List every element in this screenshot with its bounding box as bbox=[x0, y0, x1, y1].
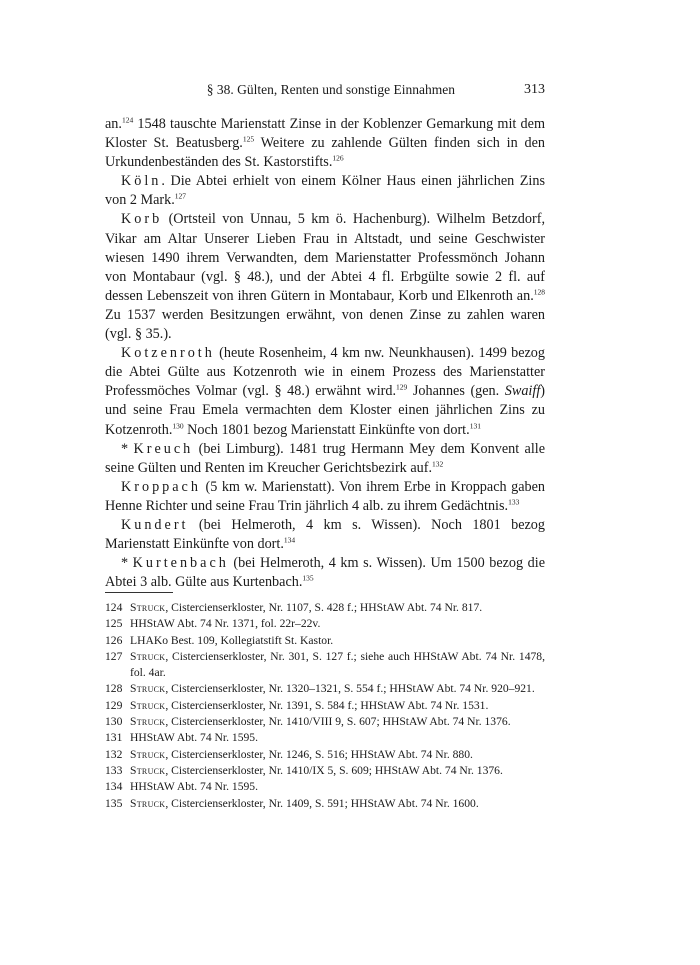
text-run: , Cistercienserkloster, Nr. 1391, S. 584 f.; HHStAW Abt. 74 Nr. 1531. bbox=[165, 698, 489, 712]
paragraph bbox=[105, 172, 545, 210]
author-name: Struck bbox=[130, 747, 166, 761]
footnote-reference: 134 bbox=[283, 535, 296, 545]
text-run: , Cistercienserkloster, Nr. 1409, S. 591; HHStAW Abt. 74 Nr. 1600. bbox=[165, 796, 479, 810]
footnote bbox=[105, 681, 545, 697]
place-name: Kreuch bbox=[133, 440, 194, 457]
author-name: Struck bbox=[130, 698, 166, 712]
footnote-reference: 124 bbox=[121, 115, 134, 125]
footnote-text bbox=[130, 714, 545, 730]
paragraph bbox=[105, 478, 545, 516]
footnote-number: 135 bbox=[105, 796, 123, 810]
footnote-reference: 130 bbox=[172, 420, 184, 430]
body-text bbox=[105, 115, 545, 592]
text-run: * bbox=[121, 555, 133, 572]
paragraph bbox=[105, 440, 545, 478]
text-run: (5 km w. Marienstatt). Von ihrem Erbe in Kroppach gaben Henne Richter und seine Frau Trin jährlich 4 alb. zu ihrem Gedächtnis. bbox=[105, 478, 545, 514]
text-run: ) und seine Frau Emela vermachten dem Kloster einen jährlichen Zins zu Kotzenroth. bbox=[105, 383, 545, 438]
footnote-number: 126 bbox=[105, 633, 123, 647]
place-name: Korb bbox=[121, 211, 163, 228]
footnote-text bbox=[130, 633, 545, 649]
text-run: . Die Abtei erhielt von einem Kölner Haus einen jährlichen Zins von 2 Mark. bbox=[105, 173, 545, 209]
text-run: Zu 1537 werden Besitzungen erwähnt, von denen Zinse zu zahlen waren (vgl. § 35.). bbox=[105, 306, 545, 343]
footnote-number: 134 bbox=[105, 780, 123, 794]
text-run: Weitere zu zahlende Gülten finden sich in den Urkundenbeständen des St. Kastorstifts. bbox=[105, 135, 546, 171]
place-name: Kundert bbox=[121, 516, 189, 533]
paragraph bbox=[105, 115, 545, 172]
footnote-reference: 126 bbox=[332, 153, 344, 163]
text-run: 1548 tauschte Marienstatt Zinse in der Koblenzer Gemarkung mit dem Kloster St. Beatusberg. bbox=[105, 116, 545, 152]
paragraph bbox=[105, 516, 545, 554]
footnote-text bbox=[130, 730, 545, 746]
text-run: * bbox=[121, 440, 134, 457]
footnote-number: 128 bbox=[105, 682, 123, 696]
footnote-number: 130 bbox=[105, 715, 123, 729]
footnote bbox=[105, 747, 545, 763]
text-run: (heute Rosenheim, 4 km nw. Neunkhausen). 1499 bezog die Abtei Gülte aus Kotzenroth wie in einem Prozess des Marienstatter Professmöches Volmar (vgl. § 48.) erwähnt wird. bbox=[105, 345, 545, 400]
footnote-number: 132 bbox=[105, 747, 123, 761]
footnote-text bbox=[130, 698, 545, 714]
footnote-reference: 133 bbox=[508, 497, 520, 507]
footnote-number: 129 bbox=[105, 698, 123, 712]
text-run: , Cistercienserkloster, Nr. 1246, S. 516; HHStAW Abt. 74 Nr. 880. bbox=[165, 747, 473, 761]
footnote bbox=[105, 649, 545, 682]
text-run: (bei Limburg). 1481 trug Hermann Mey dem Konvent alle seine Gülten und Renten im Kreucher Gerichtsbezirk auf. bbox=[105, 440, 546, 476]
footnote-text bbox=[130, 681, 545, 697]
paragraph bbox=[105, 210, 545, 344]
footnote bbox=[105, 714, 545, 730]
footnote-text bbox=[130, 763, 545, 779]
place-name: Köln bbox=[121, 173, 162, 190]
footnote bbox=[105, 763, 545, 779]
footnote-text bbox=[130, 616, 545, 632]
place-name: Kurtenbach bbox=[132, 555, 229, 572]
footnote bbox=[105, 779, 545, 795]
text-run: , Cistercienserkloster, Nr. 1107, S. 428 f.; HHStAW Abt. 74 Nr. 817. bbox=[165, 601, 483, 614]
author-name: Struck bbox=[130, 601, 166, 614]
footnote-text bbox=[130, 779, 545, 795]
footnote-number: 125 bbox=[105, 617, 123, 631]
paragraph bbox=[105, 344, 545, 439]
text-run: Johannes (gen. bbox=[407, 383, 505, 400]
text-run: (bei Helmeroth, 4 km s. Wissen). Noch 1801 bezog Marienstatt Einkünfte von dort. bbox=[105, 516, 545, 553]
footnote-number: 127 bbox=[105, 649, 123, 663]
author-name: Struck bbox=[130, 763, 166, 777]
paragraph bbox=[105, 554, 545, 592]
footnote-reference: 129 bbox=[396, 382, 408, 392]
author-name: Struck bbox=[130, 715, 166, 729]
text-run: LHAKo Best. 109, Kollegiatstift St. Kastor. bbox=[130, 633, 334, 647]
author-name: Struck bbox=[130, 682, 166, 696]
footnote bbox=[105, 698, 545, 714]
footnote-reference: 135 bbox=[302, 573, 314, 583]
text-run: HHStAW Abt. 74 Nr. 1595. bbox=[130, 731, 259, 745]
page-number: 313 bbox=[524, 82, 545, 97]
footnote-reference: 132 bbox=[432, 458, 444, 468]
footnote-reference: 125 bbox=[242, 134, 255, 144]
text-run: an. bbox=[105, 116, 122, 132]
text-run: , Cistercienserkloster, Nr. 301, S. 127 f.; siehe auch HHStAW Abt. 74 Nr. 1478, fol. 4ar. bbox=[130, 649, 545, 680]
footnote-number: 124 bbox=[105, 601, 123, 614]
footnote bbox=[105, 730, 545, 746]
footnote-divider bbox=[105, 592, 173, 593]
place-name: Kroppach bbox=[121, 478, 201, 495]
text-run: (bei Helmeroth, 4 km s. Wissen). Um 1500 bezog die Abtei 3 alb. Gülte aus Kurtenbach. bbox=[105, 555, 545, 591]
text-run: (Ortsteil von Unnau, 5 km ö. Hachenburg). Wilhelm Betzdorf, Vikar am Altar Unserer Lieben Frau in Altstadt, und seine Geschwister wiesen 1490 ihrem Verwandten, dem Marienstatter Professmönch Johann von Montabaur (vgl. § 48.), und der Abtei 4 fl. Erbgülte sowie 2 fl. auf dessen Lebenszeit von ihren Gütern in Montabaur, Korb und Elkenroth an. bbox=[105, 211, 545, 304]
footnote bbox=[105, 600, 545, 616]
footnote-text bbox=[130, 796, 545, 812]
italic-text: Swaiff bbox=[504, 383, 541, 400]
footnote bbox=[105, 633, 545, 649]
text-run: HHStAW Abt. 74 Nr. 1595. bbox=[130, 780, 259, 794]
author-name: Struck bbox=[130, 796, 166, 810]
page-header bbox=[105, 82, 545, 102]
running-title: § 38. Gülten, Renten und sonstige Einnahmen bbox=[206, 82, 455, 97]
text-run: Noch 1801 bezog Marienstatt Einkünfte von dort. bbox=[183, 421, 470, 438]
footnote-reference: 128 bbox=[533, 287, 545, 297]
text-run: , Cistercienserkloster, Nr. 1410/VIII 9, S. 607; HHStAW Abt. 74 Nr. 1376. bbox=[165, 715, 511, 729]
footnote-number: 133 bbox=[105, 763, 123, 777]
footnote-reference: 127 bbox=[174, 191, 186, 201]
text-run: , Cistercienserkloster, Nr. 1320–1321, S. 554 f.; HHStAW Abt. 74 Nr. 920–921. bbox=[165, 682, 535, 696]
author-name: Struck bbox=[130, 649, 166, 663]
footnote bbox=[105, 796, 545, 812]
place-name: Kotzenroth bbox=[121, 345, 215, 362]
footnote-text bbox=[130, 600, 545, 616]
footnote-reference: 131 bbox=[469, 420, 481, 430]
footnotes bbox=[105, 600, 545, 812]
footnote-text bbox=[130, 649, 545, 682]
footnote-number: 131 bbox=[105, 731, 123, 745]
text-run: , Cistercienserkloster, Nr. 1410/IX 5, S. 609; HHStAW Abt. 74 Nr. 1376. bbox=[165, 763, 503, 777]
footnote-text bbox=[130, 747, 545, 763]
footnote bbox=[105, 616, 545, 632]
text-run: HHStAW Abt. 74 Nr. 1371, fol. 22r–22v. bbox=[130, 617, 321, 631]
